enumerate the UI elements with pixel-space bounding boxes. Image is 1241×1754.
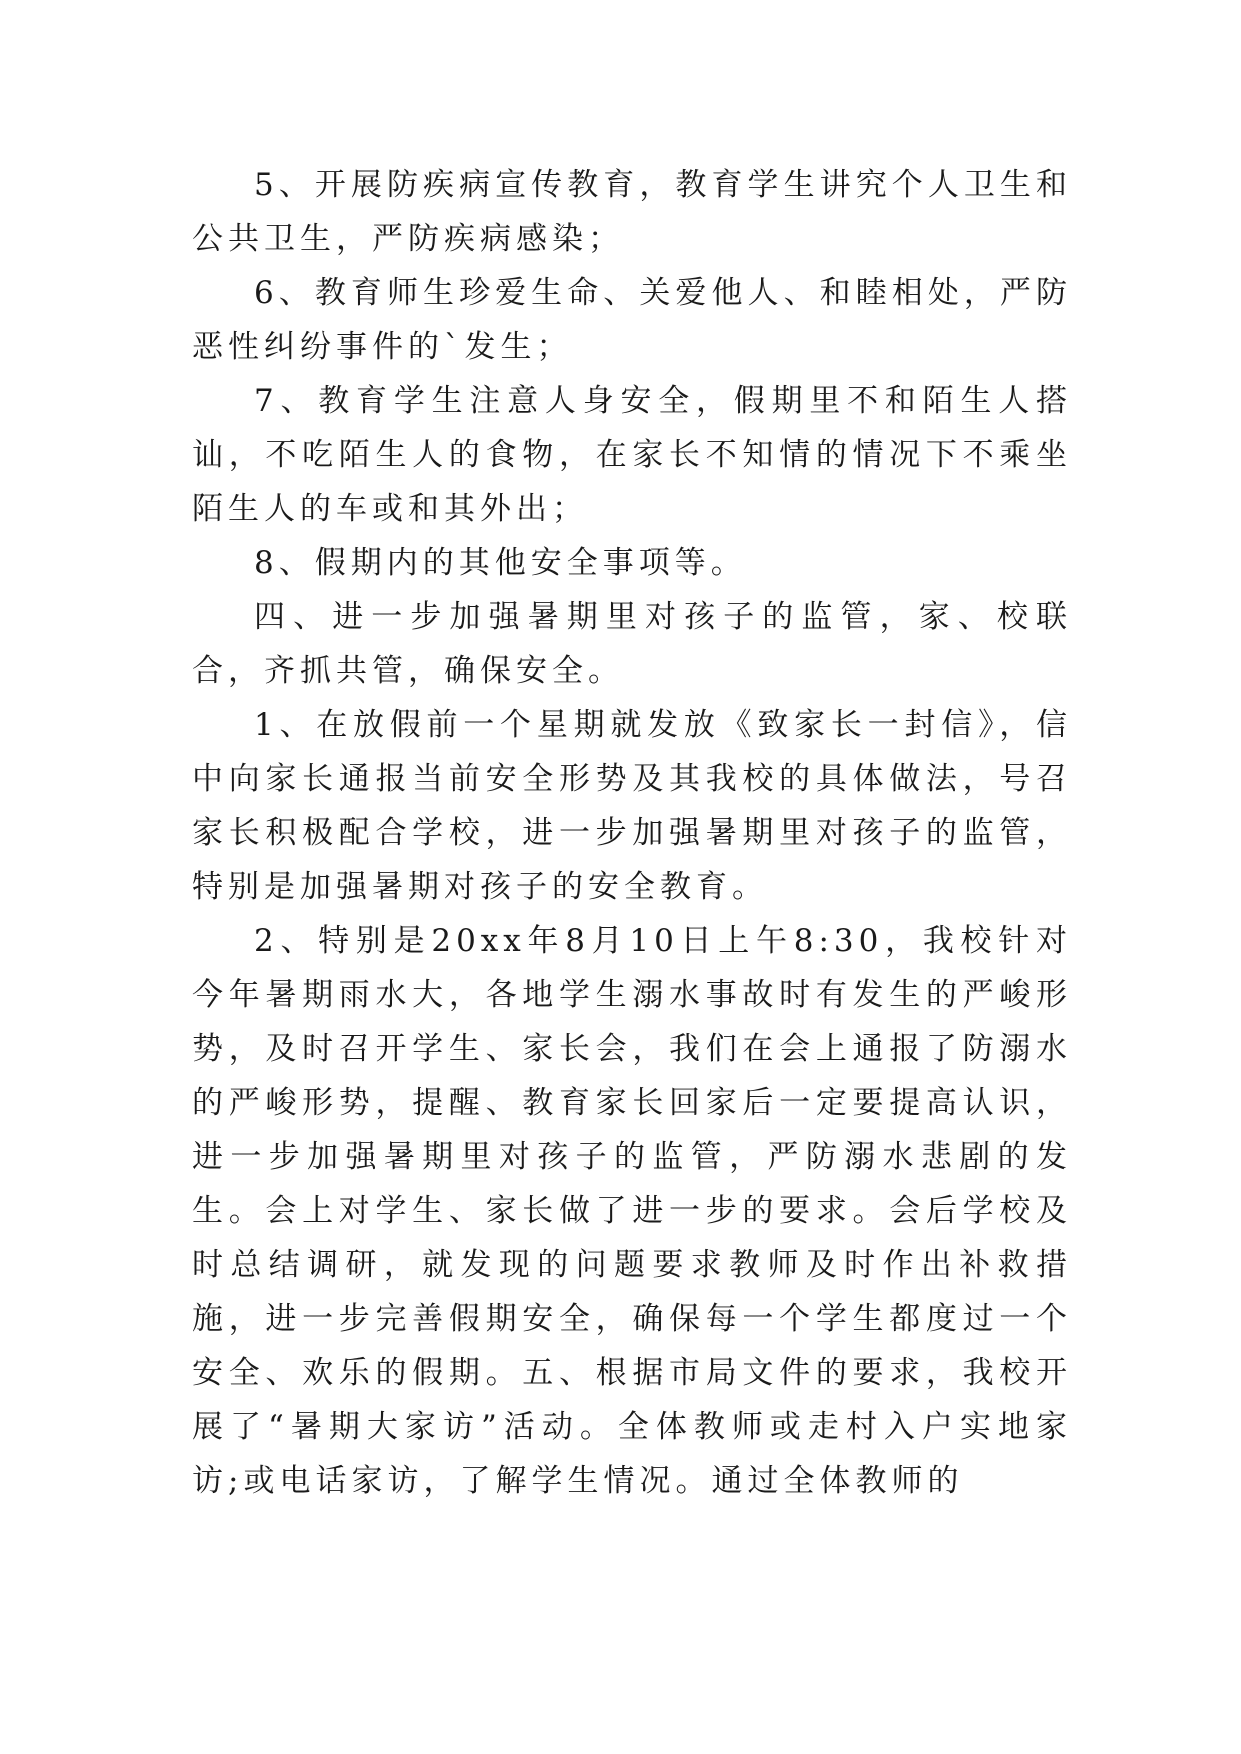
section-heading-4: 四、进一步加强暑期里对孩子的监管，家、校联合，齐抓共管，确保安全。 <box>192 599 1072 689</box>
paragraph-item-1: 1、在放假前一个星期就发放《致家长一封信》，信中向家长通报当前安全形势及其我校的具体做法，号召家长积极配合学校，进一步加强暑期里对孩子的监管，特别是加强暑期对孩子的安全教育。 <box>192 707 1072 905</box>
paragraph-item-5: 5、开展防疾病宣传教育，教育学生讲究个人卫生和公共卫生，严防疾病感染； <box>192 167 1072 257</box>
document-body <box>192 158 1072 1508</box>
paragraph-item-8: 8、假期内的其他安全事项等。 <box>254 545 747 581</box>
paragraph-item-2: 2、特别是20xx年8月10日上午8:30，我校针对今年暑期雨水大，各地学生溺水事故时有发生的严峻形势，及时召开学生、家长会，我们在会上通报了防溺水的严峻形势，提醒、教育家长回家后一定要提高认识，进一步加强暑期里对孩子的监管，严防溺水悲剧的发生。会上对学生、家长做了进一步的要求。会后学校及时总结调研，就发现的问题要求教师及时作出补救措施，进一步完善假期安全，确保每一个学生都度过一个安全、欢乐的假期。五、根据市局文件的要求，我校开展了“暑期大家访”活动。全体教师或走村入户实地家访;或电话家访，了解学生情况。通过全体教师的 <box>192 923 1072 1499</box>
paragraph-item-7: 7、教育学生注意人身安全，假期里不和陌生人搭讪，不吃陌生人的食物，在家长不知情的情况下不乘坐陌生人的车或和其外出； <box>192 383 1072 527</box>
paragraph-item-6: 6、教育师生珍爱生命、关爱他人、和睦相处，严防恶性纠纷事件的`发生； <box>192 275 1072 365</box>
